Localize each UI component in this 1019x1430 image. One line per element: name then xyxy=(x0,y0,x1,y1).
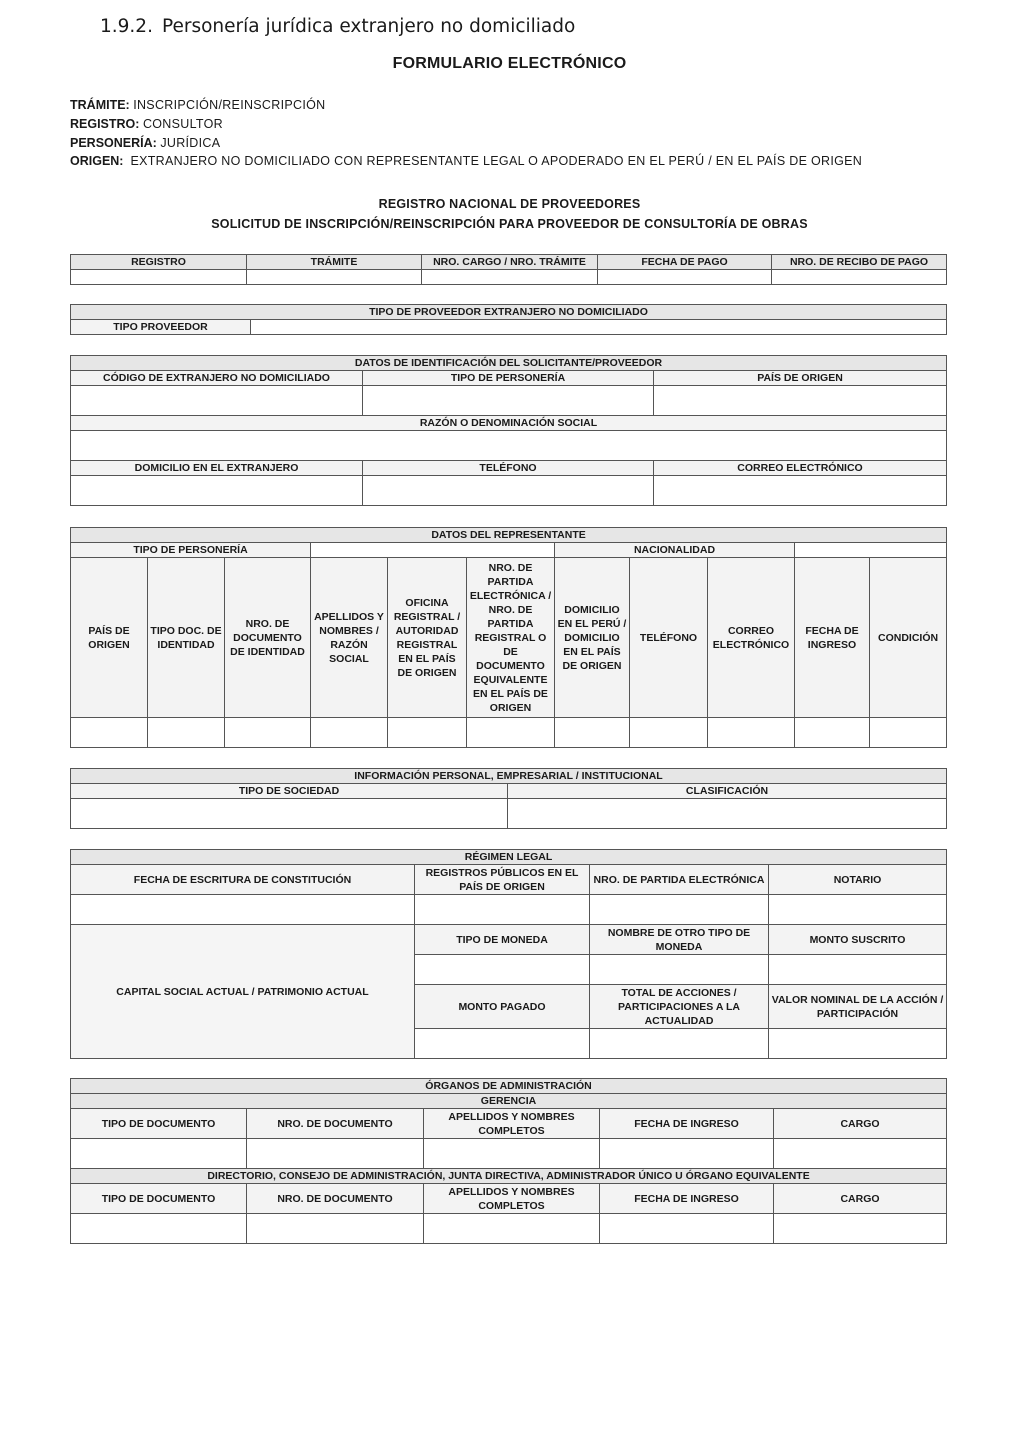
clasificacion-label: CLASIFICACIÓN xyxy=(508,784,947,799)
meta-origen xyxy=(70,153,862,169)
valor-nominal-field[interactable] xyxy=(769,1029,947,1059)
clasificacion-field[interactable] xyxy=(508,799,947,829)
dir-tipo-doc-label: TIPO DE DOCUMENTO xyxy=(71,1184,247,1214)
identification-table xyxy=(70,355,947,506)
rep-tipo-personeria-field[interactable] xyxy=(311,543,555,558)
administration-table xyxy=(70,1078,947,1244)
business-info-table xyxy=(70,768,947,829)
otro-moneda-label: NOMBRE DE OTRO TIPO DE MONEDA xyxy=(590,925,769,955)
rep-nacionalidad-field[interactable] xyxy=(795,543,947,558)
fecha-escritura-label: FECHA DE ESCRITURA DE CONSTITUCIÓN xyxy=(71,865,415,895)
business-info-title: INFORMACIÓN PERSONAL, EMPRESARIAL / INSTITUCIONAL xyxy=(71,769,947,784)
rep-apellidos-field[interactable] xyxy=(311,718,388,748)
registro-field[interactable] xyxy=(71,270,247,285)
ger-cargo-label: CARGO xyxy=(774,1109,947,1139)
monto-pagado-field[interactable] xyxy=(415,1029,590,1059)
rep-col-nro-doc: NRO. DE DOCUMENTO DE IDENTIDAD xyxy=(225,558,311,718)
rep-fecha-field[interactable] xyxy=(795,718,870,748)
meta-label: REGISTRO: xyxy=(70,117,140,131)
nro-recibo-field[interactable] xyxy=(772,270,947,285)
ger-cargo-field[interactable] xyxy=(774,1139,947,1169)
otro-moneda-field[interactable] xyxy=(590,955,769,985)
fecha-pago-field[interactable] xyxy=(598,270,772,285)
col-registro: REGISTRO xyxy=(71,255,247,270)
dir-apellidos-field[interactable] xyxy=(424,1214,600,1244)
rep-col-condicion: CONDICIÓN xyxy=(870,558,947,718)
domicilio-label: DOMICILIO EN EL EXTRANJERO xyxy=(71,461,363,476)
rep-col-apellidos: APELLIDOS Y NOMBRES / RAZÓN SOCIAL xyxy=(311,558,388,718)
dir-nro-doc-field[interactable] xyxy=(247,1214,424,1244)
rep-col-partida: NRO. DE PARTIDA ELECTRÓNICA / NRO. DE PARTIDA REGISTRAL O DE DOCUMENTO EQUIVALENTE EN EL PAÍS DE ORIGEN xyxy=(467,558,555,718)
correo-field[interactable] xyxy=(654,476,947,506)
tipo-proveedor-field[interactable] xyxy=(251,320,947,335)
nro-partida-field[interactable] xyxy=(590,895,769,925)
meta-value: JURÍDICA xyxy=(160,136,221,150)
section-heading xyxy=(100,16,575,37)
identification-title: DATOS DE IDENTIFICACIÓN DEL SOLICITANTE/PROVEEDOR xyxy=(71,356,947,371)
monto-suscrito-label: MONTO SUSCRITO xyxy=(769,925,947,955)
legal-regime-table xyxy=(70,849,947,1059)
total-acciones-field[interactable] xyxy=(590,1029,769,1059)
codigo-extranjero-field[interactable] xyxy=(71,386,363,416)
meta-personeria xyxy=(70,135,220,151)
tipo-sociedad-field[interactable] xyxy=(71,799,508,829)
dir-nro-doc-label: NRO. DE DOCUMENTO xyxy=(247,1184,424,1214)
legal-regime-title: RÉGIMEN LEGAL xyxy=(71,850,947,865)
rep-domicilio-field[interactable] xyxy=(555,718,630,748)
valor-nominal-label: VALOR NOMINAL DE LA ACCIÓN / PARTICIPACIÓN xyxy=(769,985,947,1029)
fecha-escritura-field[interactable] xyxy=(71,895,415,925)
domicilio-field[interactable] xyxy=(71,476,363,506)
meta-value: INSCRIPCIÓN/REINSCRIPCIÓN xyxy=(133,98,326,112)
rep-col-domicilio: DOMICILIO EN EL PERÚ / DOMICILIO EN EL PAÍS DE ORIGEN xyxy=(555,558,630,718)
meta-registro xyxy=(70,116,223,132)
ger-nro-doc-label: NRO. DE DOCUMENTO xyxy=(247,1109,424,1139)
rep-oficina-field[interactable] xyxy=(388,718,467,748)
meta-value: EXTRANJERO NO DOMICILIADO CON REPRESENTANTE LEGAL O APODERADO EN EL PERÚ / EN EL PAÍS DE ORIGEN xyxy=(130,154,863,168)
ger-fecha-label: FECHA DE INGRESO xyxy=(600,1109,774,1139)
meta-tramite xyxy=(70,97,325,113)
ger-nro-doc-field[interactable] xyxy=(247,1139,424,1169)
tipo-moneda-field[interactable] xyxy=(415,955,590,985)
ger-apellidos-field[interactable] xyxy=(424,1139,600,1169)
tipo-personeria-label: TIPO DE PERSONERÍA xyxy=(363,371,654,386)
tramite-field[interactable] xyxy=(247,270,422,285)
rep-col-oficina: OFICINA REGISTRAL / AUTORIDAD REGISTRAL EN EL PAÍS DE ORIGEN xyxy=(388,558,467,718)
codigo-extranjero-label: CÓDIGO DE EXTRANJERO NO DOMICILIADO xyxy=(71,371,363,386)
rep-col-pais: PAÍS DE ORIGEN xyxy=(71,558,148,718)
nro-partida-label: NRO. DE PARTIDA ELECTRÓNICA xyxy=(590,865,769,895)
form-title: FORMULARIO ELECTRÓNICO xyxy=(392,55,627,72)
dir-fecha-field[interactable] xyxy=(600,1214,774,1244)
rep-pais-field[interactable] xyxy=(71,718,148,748)
monto-pagado-label: MONTO PAGADO xyxy=(415,985,590,1029)
section-title: Personería jurídica extranjero no domiciliado xyxy=(161,16,576,37)
dir-fecha-label: FECHA DE INGRESO xyxy=(600,1184,774,1214)
dir-tipo-doc-field[interactable] xyxy=(71,1214,247,1244)
col-nro-recibo: NRO. DE RECIBO DE PAGO xyxy=(772,255,947,270)
notario-label: NOTARIO xyxy=(769,865,947,895)
col-nro-cargo: NRO. CARGO / NRO. TRÁMITE xyxy=(422,255,598,270)
meta-value: CONSULTOR xyxy=(142,117,223,131)
dir-apellidos-label: APELLIDOS Y NOMBRES COMPLETOS xyxy=(424,1184,600,1214)
administration-title: ÓRGANOS DE ADMINISTRACIÓN xyxy=(71,1079,947,1094)
tipo-proveedor-label: TIPO PROVEEDOR xyxy=(71,320,251,335)
total-acciones-label: TOTAL DE ACCIONES / PARTICIPACIONES A LA ACTUALIDAD xyxy=(590,985,769,1029)
rep-partida-field[interactable] xyxy=(467,718,555,748)
registros-publicos-label: REGISTROS PÚBLICOS EN EL PAÍS DE ORIGEN xyxy=(415,865,590,895)
meta-label: TRÁMITE: xyxy=(70,98,130,112)
registros-publicos-field[interactable] xyxy=(415,895,590,925)
rep-condicion-field[interactable] xyxy=(870,718,947,748)
representative-title: DATOS DEL REPRESENTANTE xyxy=(71,528,947,543)
ger-tipo-doc-label: TIPO DE DOCUMENTO xyxy=(71,1109,247,1139)
tipo-moneda-label: TIPO DE MONEDA xyxy=(415,925,590,955)
col-fecha-pago: FECHA DE PAGO xyxy=(598,255,772,270)
representative-table xyxy=(70,527,947,748)
registry-title: REGISTRO NACIONAL DE PROVEEDORES xyxy=(378,197,641,211)
notario-field[interactable] xyxy=(769,895,947,925)
rep-nacionalidad-label: NACIONALIDAD xyxy=(555,543,795,558)
rep-correo-field[interactable] xyxy=(708,718,795,748)
col-tramite: TRÁMITE xyxy=(247,255,422,270)
request-title: SOLICITUD DE INSCRIPCIÓN/REINSCRIPCIÓN PARA PROVEEDOR DE CONSULTORÍA DE OBRAS xyxy=(211,217,808,231)
razon-social-label: RAZÓN O DENOMINACIÓN SOCIAL xyxy=(71,416,947,431)
rep-col-telefono: TELÉFONO xyxy=(630,558,708,718)
payment-table xyxy=(70,254,947,285)
rep-col-fecha: FECHA DE INGRESO xyxy=(795,558,870,718)
rep-tipo-personeria-label: TIPO DE PERSONERÍA xyxy=(71,543,311,558)
telefono-field[interactable] xyxy=(363,476,654,506)
gerencia-title: GERENCIA xyxy=(71,1094,947,1109)
dir-cargo-label: CARGO xyxy=(774,1184,947,1214)
pais-origen-label: PAÍS DE ORIGEN xyxy=(654,371,947,386)
capital-social-label: CAPITAL SOCIAL ACTUAL / PATRIMONIO ACTUAL xyxy=(71,925,415,1059)
meta-label: PERSONERÍA: xyxy=(70,136,157,150)
correo-label: CORREO ELECTRÓNICO xyxy=(654,461,947,476)
ger-tipo-doc-field[interactable] xyxy=(71,1139,247,1169)
section-number: 1.9.2. xyxy=(100,16,153,37)
nro-cargo-field[interactable] xyxy=(422,270,598,285)
meta-label: ORIGEN: xyxy=(70,154,124,168)
supplier-type-table xyxy=(70,304,947,335)
rep-tipo-doc-field[interactable] xyxy=(148,718,225,748)
rep-nro-doc-field[interactable] xyxy=(225,718,311,748)
tipo-personeria-field[interactable] xyxy=(363,386,654,416)
tipo-sociedad-label: TIPO DE SOCIEDAD xyxy=(71,784,508,799)
directorio-title: DIRECTORIO, CONSEJO DE ADMINISTRACIÓN, JUNTA DIRECTIVA, ADMINISTRADOR ÚNICO U ÓRGANO EQUIVALENTE xyxy=(71,1169,947,1184)
pais-origen-field[interactable] xyxy=(654,386,947,416)
supplier-type-title: TIPO DE PROVEEDOR EXTRANJERO NO DOMICILIADO xyxy=(71,305,947,320)
rep-col-tipo-doc: TIPO DOC. DE IDENTIDAD xyxy=(148,558,225,718)
dir-cargo-field[interactable] xyxy=(774,1214,947,1244)
ger-fecha-field[interactable] xyxy=(600,1139,774,1169)
rep-telefono-field[interactable] xyxy=(630,718,708,748)
monto-suscrito-field[interactable] xyxy=(769,955,947,985)
razon-social-field[interactable] xyxy=(71,431,947,461)
rep-col-correo: CORREO ELECTRÓNICO xyxy=(708,558,795,718)
telefono-label: TELÉFONO xyxy=(363,461,654,476)
ger-apellidos-label: APELLIDOS Y NOMBRES COMPLETOS xyxy=(424,1109,600,1139)
